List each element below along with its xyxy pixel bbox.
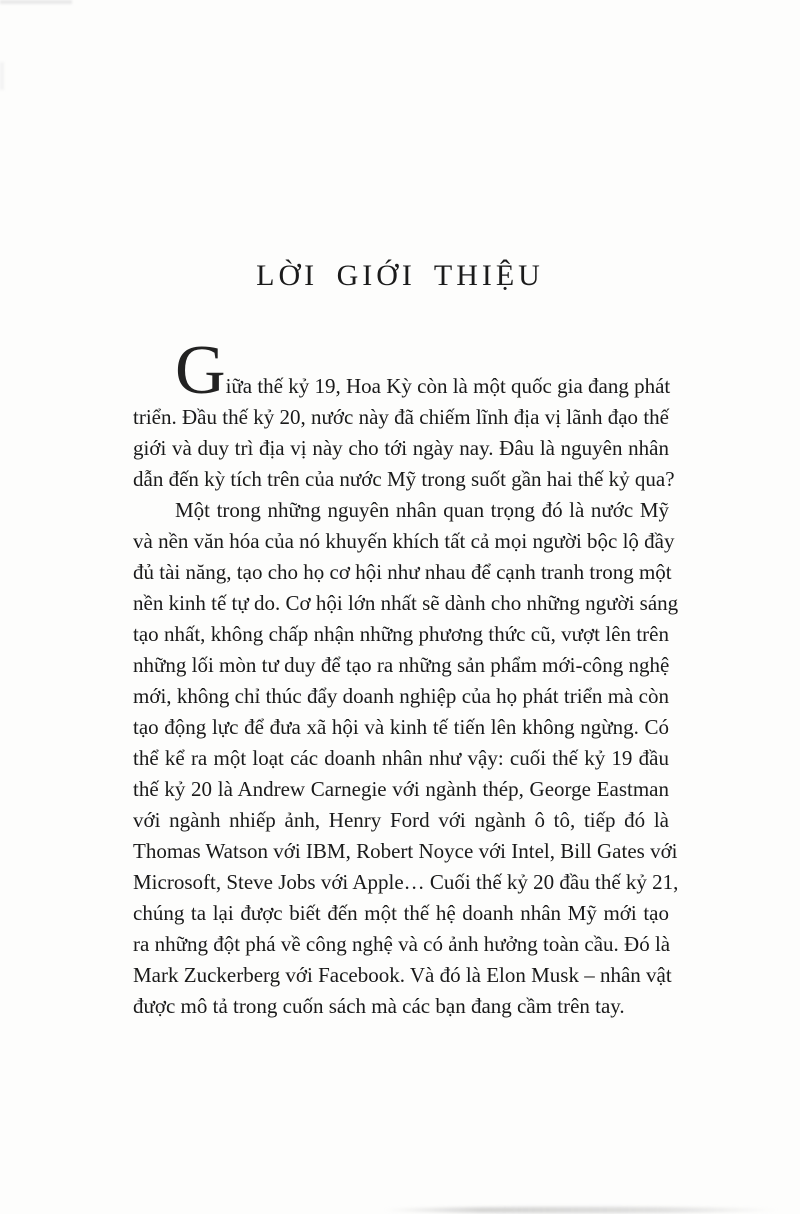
- text-line: nền kinh tế tự do. Cơ hội lớn nhất sẽ dành cho những người sáng: [133, 591, 679, 615]
- text-line: đủ tài năng, tạo cho họ cơ hội như nhau để cạnh tranh trong một: [133, 560, 672, 584]
- scan-artifact-top-left: [0, 0, 72, 4]
- text-line: tạo động lực để đưa xã hội và kinh tế tiến lên không ngừng. Có: [133, 715, 669, 739]
- text-line: Thomas Watson với IBM, Robert Noyce với Intel, Bill Gates với: [133, 839, 678, 863]
- text-line: những lối mòn tư duy để tạo ra những sản phẩm mới-công nghệ: [133, 653, 670, 677]
- drop-cap: G: [175, 332, 226, 409]
- text-line: Một trong những nguyên nhân quan trọng đó là nước Mỹ: [175, 498, 669, 522]
- text-line: dẫn đến kỳ tích trên của nước Mỹ trong suốt gần hai thế kỷ qua?: [133, 467, 675, 491]
- text-line: giới và duy trì địa vị này cho tới ngày nay. Đâu là nguyên nhân: [133, 436, 669, 460]
- text-line: thể kể ra một loạt các doanh nhân như vậy: cuối thế kỷ 19 đầu: [133, 746, 669, 770]
- text-line: Mark Zuckerberg với Facebook. Và đó là Elon Musk – nhân vật: [133, 963, 672, 987]
- text-line: được mô tả trong cuốn sách mà các bạn đang cầm trên tay.: [133, 994, 625, 1018]
- text-line: tạo nhất, không chấp nhận những phương thức cũ, vượt lên trên: [133, 622, 669, 646]
- body-text: [133, 332, 679, 1022]
- text-line: ra những đột phá về công nghệ và có ảnh hưởng toàn cầu. Đó là: [133, 932, 671, 956]
- text-line: và nền văn hóa của nó khuyến khích tất cả mọi người bộc lộ đầy: [133, 529, 675, 553]
- text-line: với ngành nhiếp ảnh, Henry Ford với ngành ô tô, tiếp đó là: [133, 808, 669, 832]
- text-line: mới, không chỉ thúc đẩy doanh nghiệp của họ phát triển mà còn: [133, 684, 669, 708]
- text-line: thế kỷ 20 là Andrew Carnegie với ngành thép, George Eastman: [133, 777, 669, 801]
- paragraph: [133, 332, 675, 495]
- text-line: chúng ta lại được biết đến một thế hệ doanh nhân Mỹ mới tạo: [133, 901, 669, 925]
- chapter-title: LỜI GIỚI THIỆU: [256, 259, 544, 292]
- paragraph: [133, 495, 679, 1022]
- scan-artifact-bottom-smudge: [382, 1207, 780, 1213]
- text-line: [133, 332, 671, 409]
- text-line: Microsoft, Steve Jobs với Apple… Cuối thế kỷ 20 đầu thế kỷ 21,: [133, 870, 679, 894]
- scan-artifact-left-edge: [0, 62, 4, 90]
- text-line: triển. Đầu thế kỷ 20, nước này đã chiếm lĩnh địa vị lãnh đạo thế: [133, 405, 669, 429]
- text-line-content: iữa thế kỷ 19, Hoa Kỳ còn là một quốc gia đang phát: [225, 374, 671, 398]
